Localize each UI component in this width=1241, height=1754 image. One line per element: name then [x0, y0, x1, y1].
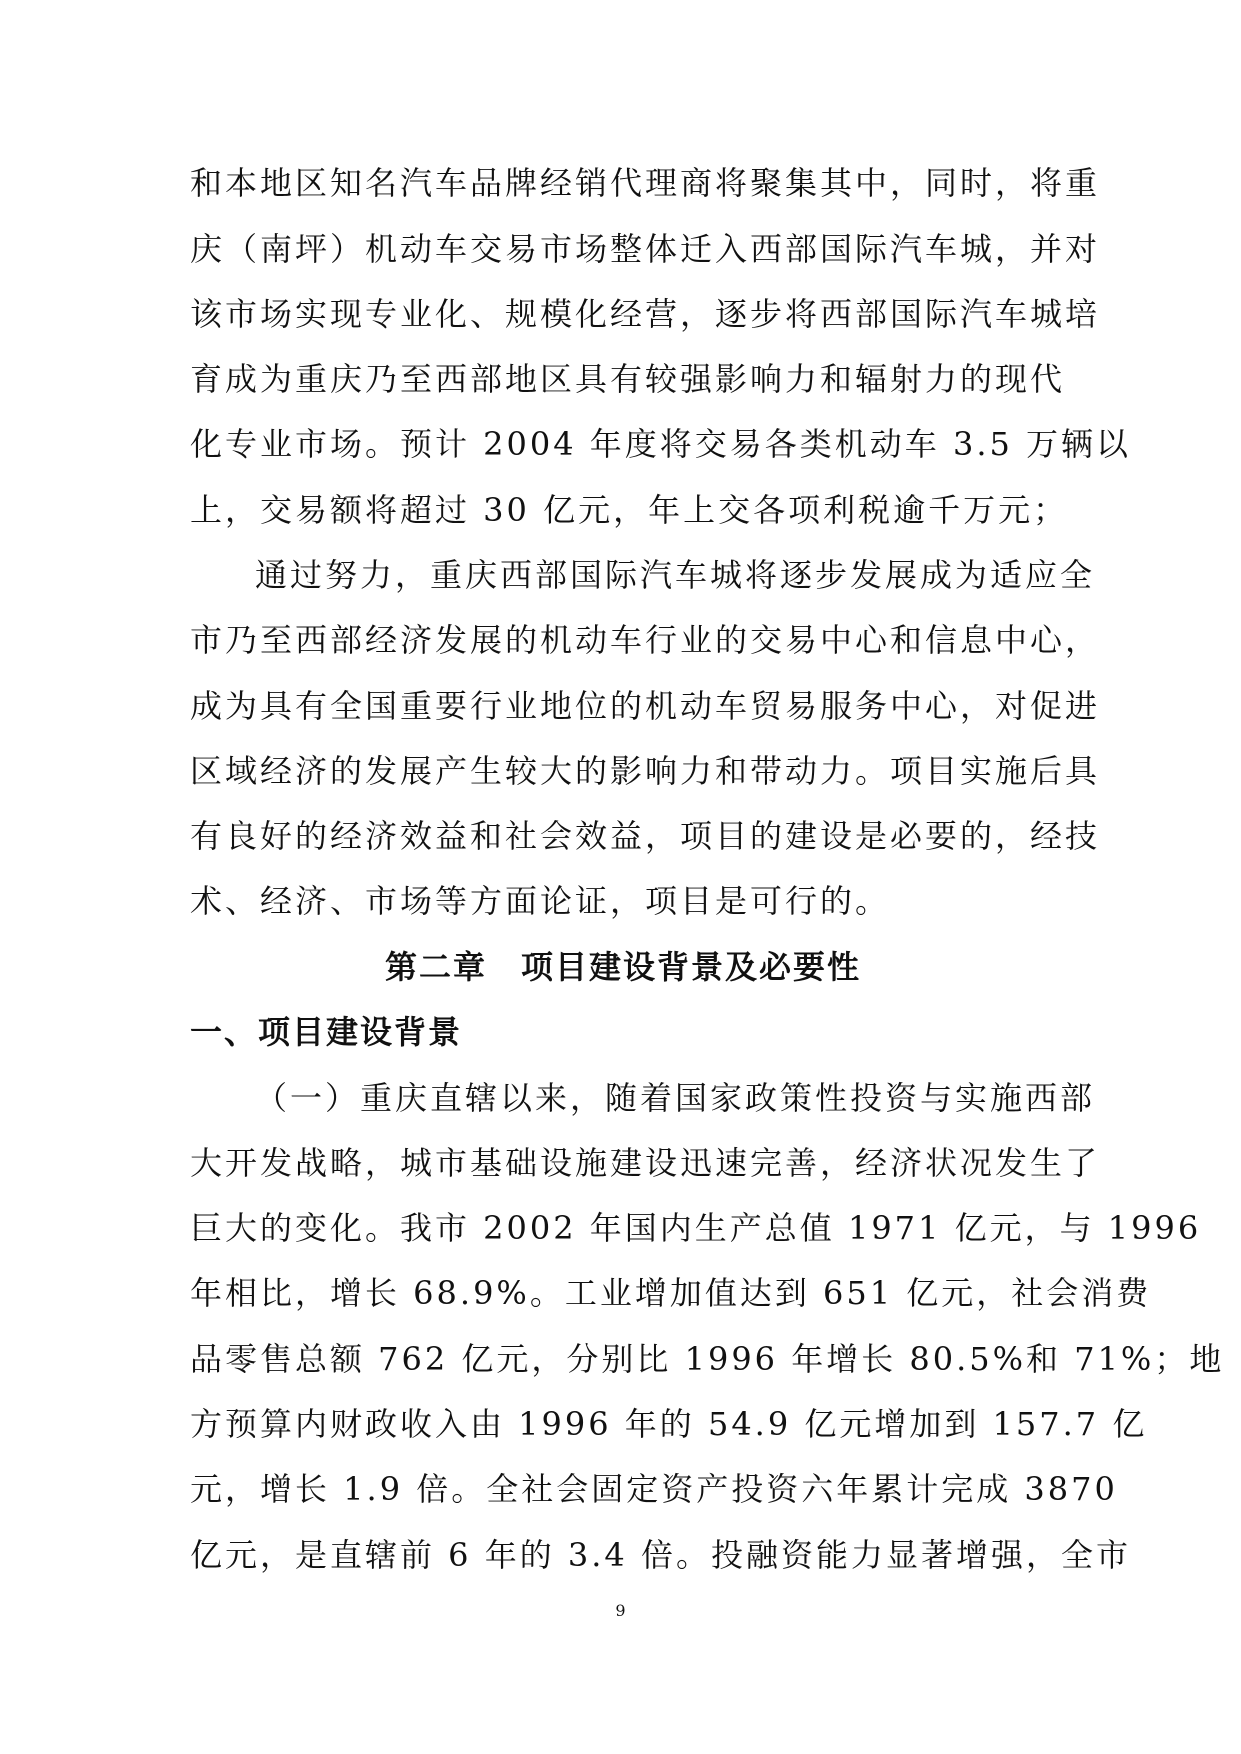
paragraph-line: 和本地区知名汽车品牌经销代理商将聚集其中，同时，将重: [190, 164, 1101, 202]
paragraph-line: 巨大的变化。我市 2002 年国内生产总值 1971 亿元，与 1996: [190, 1209, 1202, 1247]
paragraph-line: 有良好的经济效益和社会效益，项目的建设是必要的，经技: [190, 817, 1101, 855]
paragraph-line: 通过努力，重庆西部国际汽车城将逐步发展成为适应全: [255, 556, 1096, 594]
paragraph-line: 亿元，是直辖前 6 年的 3.4 倍。投融资能力显著增强，全市: [190, 1536, 1131, 1574]
paragraph-line: 术、经济、市场等方面论证，项目是可行的。: [190, 882, 891, 920]
paragraph-line: 该市场实现专业化、规模化经营，逐步将西部国际汽车城培: [190, 295, 1101, 333]
page-number: 9: [615, 1601, 626, 1620]
paragraph-line: （一）重庆直辖以来，随着国家政策性投资与实施西部: [255, 1079, 1096, 1117]
paragraph-line: 成为具有全国重要行业地位的机动车贸易服务中心，对促进: [190, 687, 1101, 725]
paragraph-line: 年相比，增长 68.9%。工业增加值达到 651 亿元，社会消费: [190, 1274, 1152, 1312]
chapter-heading: 第二章 项目建设背景及必要性: [385, 948, 862, 986]
section-heading: 一、项目建设背景: [190, 1013, 463, 1051]
paragraph-line: 化专业市场。预计 2004 年度将交易各类机动车 3.5 万辆以: [190, 425, 1132, 463]
paragraph-line: 方预算内财政收入由 1996 年的 54.9 亿元增加到 157.7 亿: [190, 1405, 1148, 1443]
paragraph-line: 区域经济的发展产生较大的影响力和带动力。项目实施后具: [190, 752, 1101, 790]
paragraph-line: 大开发战略，城市基础设施建设迅速完善，经济状况发生了: [190, 1144, 1101, 1182]
paragraph-line: 上，交易额将超过 30 亿元，年上交各项利税逾千万元；: [190, 491, 1069, 529]
paragraph-line: 育成为重庆乃至西部地区具有较强影响力和辐射力的现代: [190, 360, 1066, 398]
paragraph-line: 元，增长 1.9 倍。全社会固定资产投资六年累计完成 3870: [190, 1470, 1118, 1508]
paragraph-line: 品零售总额 762 亿元，分别比 1996 年增长 80.5%和 71%；地: [190, 1340, 1225, 1378]
paragraph-line: 市乃至西部经济发展的机动车行业的交易中心和信息中心，: [190, 621, 1101, 659]
paragraph-line: 庆（南坪）机动车交易市场整体迁入西部国际汽车城，并对: [190, 230, 1101, 268]
